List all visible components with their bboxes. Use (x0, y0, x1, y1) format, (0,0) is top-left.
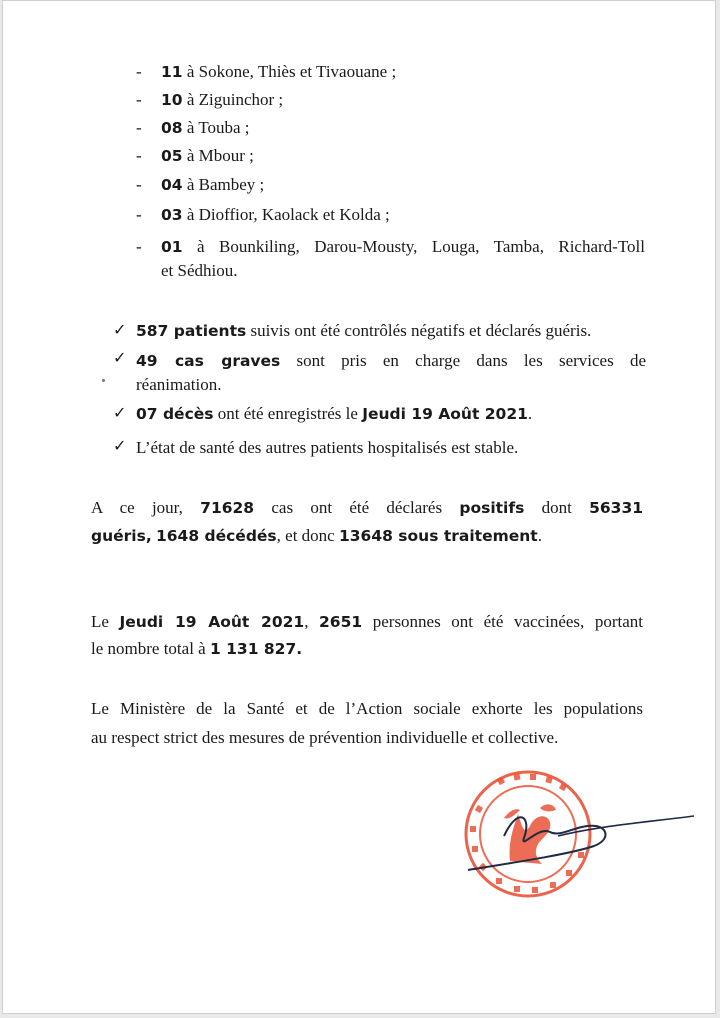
check-item: 587 patients suivis ont été contrôlés négatifs et déclarés guéris. (136, 321, 592, 340)
vaccination-line-2: le nombre total à 1 131 827. (91, 639, 303, 658)
list-dash: - (136, 118, 142, 137)
check-icon: ✓ (113, 320, 127, 339)
list-item: 08 à Touba ; (161, 118, 250, 137)
list-dash: - (136, 62, 142, 81)
check-item-continuation: réanimation. (136, 375, 222, 394)
scan-speck (102, 379, 105, 382)
check-item: 49 cas graves sont pris en charge dans les services de (136, 351, 646, 370)
list-item: 05 à Mbour ; (161, 146, 254, 165)
list-dash: - (136, 205, 142, 224)
list-dash: - (136, 237, 142, 256)
list-item: 04 à Bambey ; (161, 175, 265, 194)
document-page (2, 0, 716, 1014)
check-icon: ✓ (113, 403, 127, 422)
check-item: 07 décès ont été enregistrés le Jeudi 19 Août 2021. (136, 404, 533, 423)
check-icon: ✓ (113, 436, 127, 455)
list-dash: - (136, 90, 142, 109)
official-seal-stamp (458, 766, 698, 906)
closing-line-2: au respect strict des mesures de prévention individuelle et collective. (91, 728, 559, 747)
vaccination-line-1: Le Jeudi 19 Août 2021, 2651 personnes ont été vaccinées, portant (91, 612, 644, 631)
list-item: 03 à Dioffior, Kaolack et Kolda ; (161, 205, 390, 224)
list-item: 01 à Bounkiling, Darou-Mousty, Louga, Tamba, Richard-Toll (161, 237, 645, 256)
list-dash: - (136, 146, 142, 165)
list-item-continuation: et Sédhiou. (161, 261, 238, 280)
summary-line-1: A ce jour, 71628 cas ont été déclarés positifs dont 56331 (91, 498, 644, 517)
closing-line-1: Le Ministère de la Santé et de l’Action sociale exhorte les populations (91, 699, 643, 718)
list-item: 10 à Ziguinchor ; (161, 90, 284, 109)
check-icon: ✓ (113, 348, 127, 367)
list-dash: - (136, 175, 142, 194)
summary-line-2: guéris, 1648 décédés, et donc 13648 sous traitement. (91, 526, 542, 545)
check-item: L’état de santé des autres patients hospitalisés est stable. (136, 438, 519, 457)
list-item: 11 à Sokone, Thiès et Tivaouane ; (161, 62, 397, 81)
